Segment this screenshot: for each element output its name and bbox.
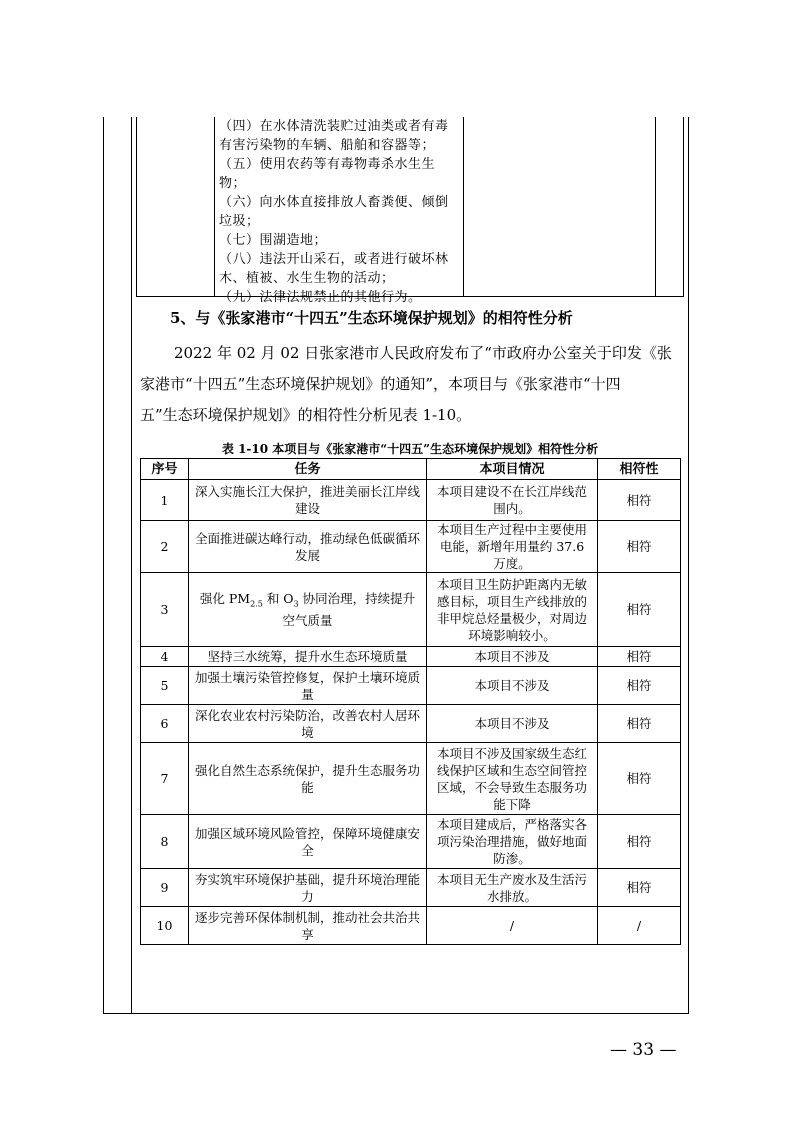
cell-line: （九）法律法规禁止的其他行为。 xyxy=(219,290,422,305)
cont-table-col1 xyxy=(214,117,215,297)
row-no: 1 xyxy=(141,480,189,521)
task-o3-prefix: 和 O xyxy=(262,590,294,606)
paragraph-line: 五”生态环境保护规划》的相符性分析见表 1-10。 xyxy=(140,406,472,424)
frame-bottom xyxy=(103,1013,689,1014)
cell-line: （六）向水体直接排放人畜粪便、倾倒 xyxy=(219,195,449,210)
header-task: 任务 xyxy=(189,459,427,480)
cont-table-col3 xyxy=(655,117,656,297)
row-result: 相符 xyxy=(598,815,681,869)
table-row xyxy=(141,480,681,521)
table-row xyxy=(141,705,681,743)
cell-line: （七）围湖造地； xyxy=(219,233,328,248)
row-result: 相符 xyxy=(598,647,681,667)
row-no: 6 xyxy=(141,705,189,743)
row-no: 10 xyxy=(141,907,189,945)
section-heading: 5、与《张家港市“十四五”生态环境保护规划》的相符性分析 xyxy=(170,309,573,327)
table-row xyxy=(141,743,681,815)
row-result: 相符 xyxy=(598,705,681,743)
row-no: 9 xyxy=(141,869,189,907)
row-task: 夯实筑牢环境保护基础，提升环境治理能力 xyxy=(189,869,427,907)
cont-table-right xyxy=(683,117,684,297)
header-no: 序号 xyxy=(141,459,189,480)
row-status: 本项目不涉及 xyxy=(427,667,598,705)
table-caption: 表 1-10 本项目与《张家港市“十四五”生态环境保护规划》相符性分析 xyxy=(221,442,599,456)
table-row xyxy=(141,815,681,869)
task-pm-prefix: 强化 PM xyxy=(199,590,251,606)
table-row xyxy=(141,521,681,573)
cell-line: （八）违法开山采石，或者进行破坏林 xyxy=(219,252,449,267)
row-no: 2 xyxy=(141,521,189,573)
row-task: 逐步完善环保体制机制，推动社会共治共享 xyxy=(189,907,427,945)
prohibited-acts-cell xyxy=(219,117,463,307)
page-number: — 33 — xyxy=(610,1040,677,1060)
row-task: 加强区域环境风险管控，保障环境健康安全 xyxy=(189,815,427,869)
row-result: / xyxy=(598,907,681,945)
table-header-row xyxy=(141,459,681,480)
row-no: 7 xyxy=(141,743,189,815)
row-task xyxy=(189,573,427,647)
frame-left-inner xyxy=(131,117,132,1014)
row-no: 3 xyxy=(141,573,189,647)
frame-left-outer xyxy=(103,117,104,1014)
header-result: 相符性 xyxy=(598,459,681,480)
row-result: 相符 xyxy=(598,869,681,907)
row-task: 深化农业农村污染防治，改善农村人居环境 xyxy=(189,705,427,743)
table-row xyxy=(141,907,681,945)
table-row xyxy=(141,667,681,705)
row-result: 相符 xyxy=(598,521,681,573)
row-status: 本项目不涉及国家级生态红线保护区域和生态空间管控区域，不会导致生态服务功能下降 xyxy=(427,743,598,815)
conformity-table xyxy=(140,458,681,945)
row-status: 本项目无生产废水及生活污水排放。 xyxy=(427,869,598,907)
row-status: 本项目不涉及 xyxy=(427,647,598,667)
row-status: 本项目卫生防护距离内无敏感目标，项目生产线排放的非甲烷总烃量极少，对周边环境影响较小。 xyxy=(427,573,598,647)
row-no: 4 xyxy=(141,647,189,667)
cell-line: 有害污染物的车辆、船舶和容器等； xyxy=(219,138,436,153)
row-task: 全面推进碳达峰行动，推动绿色低碳循环发展 xyxy=(189,521,427,573)
table-row xyxy=(141,573,681,647)
table-row xyxy=(141,869,681,907)
row-task: 强化自然生态系统保护，提升生态服务功能 xyxy=(189,743,427,815)
row-status: 本项目建设不在长江岸线范围内。 xyxy=(427,480,598,521)
row-status: / xyxy=(427,907,598,945)
row-result: 相符 xyxy=(598,573,681,647)
table-row xyxy=(141,647,681,667)
row-no: 8 xyxy=(141,815,189,869)
task-suffix: 协同治理，持续提升空气质量 xyxy=(282,590,416,629)
row-result: 相符 xyxy=(598,480,681,521)
cell-line: 垃圾； xyxy=(219,214,260,229)
frame-right xyxy=(688,117,689,1014)
row-task: 坚持三水统筹，提升水生态环境质量 xyxy=(189,647,427,667)
row-task: 深入实施长江大保护，推进美丽长江岸线建设 xyxy=(189,480,427,521)
intro-paragraph xyxy=(140,338,680,431)
cell-line: （五）使用农药等有毒物毒杀水生生 xyxy=(219,157,436,172)
row-result: 相符 xyxy=(598,743,681,815)
row-no: 5 xyxy=(141,667,189,705)
row-status: 本项目不涉及 xyxy=(427,705,598,743)
row-result: 相符 xyxy=(598,667,681,705)
task-pm-subscript: 2.5 xyxy=(250,599,263,609)
header-status: 本项目情况 xyxy=(427,459,598,480)
row-status: 本项目生产过程中主要使用电能，新增年用量约 37.6 万度。 xyxy=(427,521,598,573)
paragraph-line: 家港市“十四五”生态环境保护规划》的通知”，本项目与《张家港市“十四 xyxy=(140,375,621,393)
cont-table-col2 xyxy=(463,117,464,297)
cont-table-left xyxy=(136,117,137,297)
row-task: 加强土壤污染管控修复，保护土壤环境质量 xyxy=(189,667,427,705)
task-o3-subscript: 3 xyxy=(293,599,299,609)
cell-line: 木、植被、水生生物的活动； xyxy=(219,271,395,286)
row-status: 本项目建成后，严格落实各项污染治理措施，做好地面防渗。 xyxy=(427,815,598,869)
paragraph-line: 2022 年 02 月 02 日张家港市人民政府发布了“市政府办公室关于印发《张 xyxy=(174,344,672,362)
cell-line: 物； xyxy=(219,176,247,191)
cell-line: （四）在水体清洗装贮过油类或者有毒 xyxy=(219,119,449,134)
